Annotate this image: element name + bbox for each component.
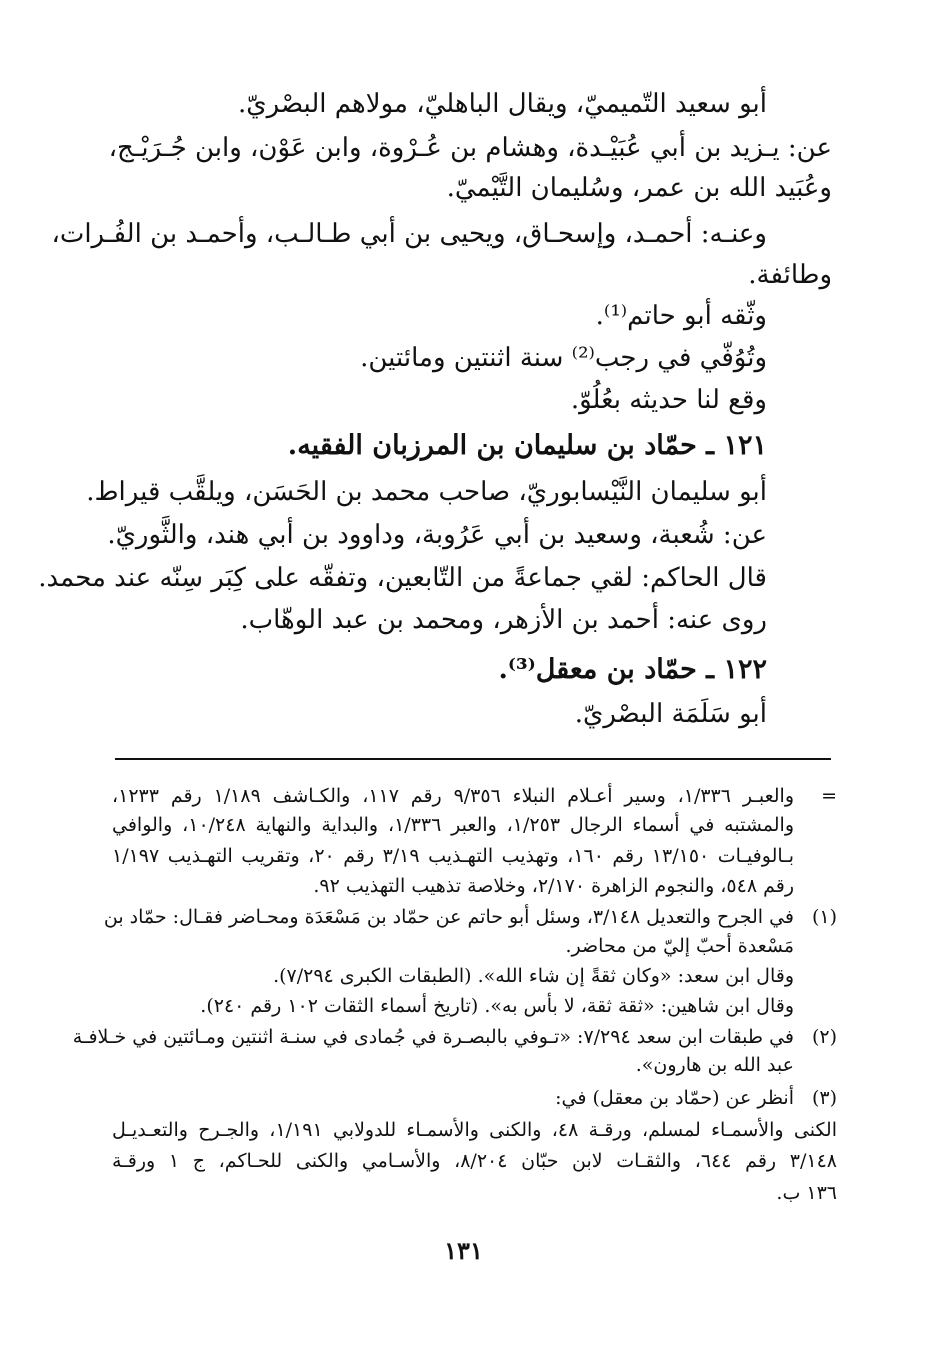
footnote-line: أنظر عن (حمّاد بن معقل) في: [555, 1087, 794, 1109]
footnote-line: وقال ابن سعد: «وكان ثقةً إن شاء الله». (الطبقات الكبرى ٧/٢٩٤). [273, 965, 794, 987]
footnote-line: في الجرح والتعديل ٣/١٤٨، وسئل أبو حاتم عن حمّاد بن مَسْعَدَة ومحـاضر فقـال: حمّاد بن [103, 906, 794, 928]
footnote-continuation-mark: = [821, 785, 837, 807]
text-line: وعنـه: أحمـد، وإسحـاق، ويحيى بن أبي طـالـب، وأحمـد بن الفُـرات، [51, 219, 767, 249]
text-line: وعُبَيد الله بن عمر، وسُليمان التَّيْميّ. [446, 173, 832, 203]
footnote-number: (١) [811, 906, 837, 928]
entry-title: ١٢١ ـ حمّاد بن سليمان بن المرزبان الفقيه. [287, 430, 767, 461]
text-line: أبو سَلَمَة البصْريّ. [574, 699, 767, 729]
text-line: أبو سعيد التّميميّ، ويقال الباهليّ، مولاهم البصْريّ. [237, 89, 767, 119]
footnote-number: (٢) [811, 1026, 837, 1048]
footnote-line: الكنى والأسمـاء لمسلم، ورقـة ٤٨، والكنى والأسمـاء للدولابي ١/١٩١، والجـرح والتعـديـل [112, 1119, 837, 1141]
text-line: عن: شُعبة، وسعيد بن أبي عَرُوبة، وداوود بن أبي هند، والثَّوريّ. [107, 520, 767, 550]
text-line: روى عنه: أحمد بن الأزهر، ومحمد بن عبد الوهّاب. [240, 605, 767, 635]
footnote-line: وقال ابن شاهين: «ثقة ثقة، لا بأس به». (تاريخ أسماء الثقات ١٠٢ رقم ٢٤٠). [200, 995, 794, 1017]
text-line: وثّقه أبو حاتم⁽¹⁾. [595, 301, 767, 331]
text-line: وطائفة. [748, 260, 832, 290]
entry-title: ١٢٢ ـ حمّاد بن معقل⁽³⁾. [498, 654, 767, 685]
footnote-separator [115, 758, 831, 760]
text-line: أبو سليمان النَّيْسابوريّ، صاحب محمد بن الحَسَن، ويلقَّب قيراط. [86, 477, 767, 507]
text-line: وقع لنا حديثه بعُلُوّ. [570, 385, 767, 415]
footnote-line: ١٣٦ ب. [776, 1182, 837, 1204]
page-number: ١٣١ [444, 1236, 483, 1265]
footnote-line: ٣/١٤٨ رقم ٦٤٤، والثقـات لابن حبّان ٨/٢٠٤، والأسـامي والكنى للحـاكم، ج ١ ورقـة [112, 1150, 837, 1172]
footnote-line: في طبقات ابن سعد ٧/٢٩٤: «تـوفي بالبصـرة في جُمادى في سنـة اثنتين ومـائتين في خـلافـة [72, 1026, 794, 1048]
footnote-line: عبد الله بن هارون». [635, 1054, 794, 1076]
footnote-line: رقم ٥٤٨، والنجوم الزاهرة ٢/١٧٠، وخلاصة تذهيب التهذيب ٩٢. [313, 875, 794, 897]
footnote-line: والمشتبه في أسماء الرجال ١/٢٥٣، والعبر ١/٣٣٦، والبداية والنهاية ١٠/٢٤٨، والوافي [112, 814, 794, 836]
footnote-line: والعبـر ١/٣٣٦، وسير أعـلام النبلاء ٩/٣٥٦ رقم ١١٧، والكـاشف ١/١٨٩ رقم ١٢٣٣، [112, 785, 795, 807]
text-line: عن: يـزيد بن أبي عُبَيْـدة، وهشام بن عُـرْوة، وابن عَوْن، وابن جُـرَيْـج، [108, 133, 832, 163]
footnote-line: مَسْعدة أحبّ إليّ من محاضر. [565, 935, 794, 957]
footnote-number: (٣) [811, 1087, 837, 1109]
text-line: قال الحاكم: لقي جماعةً من التّابعين، وتفقّه على كِبَر سِنّه عند محمد. [38, 563, 767, 593]
text-line: وتُوُفّي في رجب⁽²⁾ سنة اثنتين ومائتين. [360, 343, 767, 373]
footnote-line: بـالوفيـات ١٣/١٥٠ رقم ١٦٠، وتهذيب التهـذيب ٣/١٩ رقم ٢٠، وتقريب التهـذيب ١/١٩٧ [112, 845, 795, 867]
